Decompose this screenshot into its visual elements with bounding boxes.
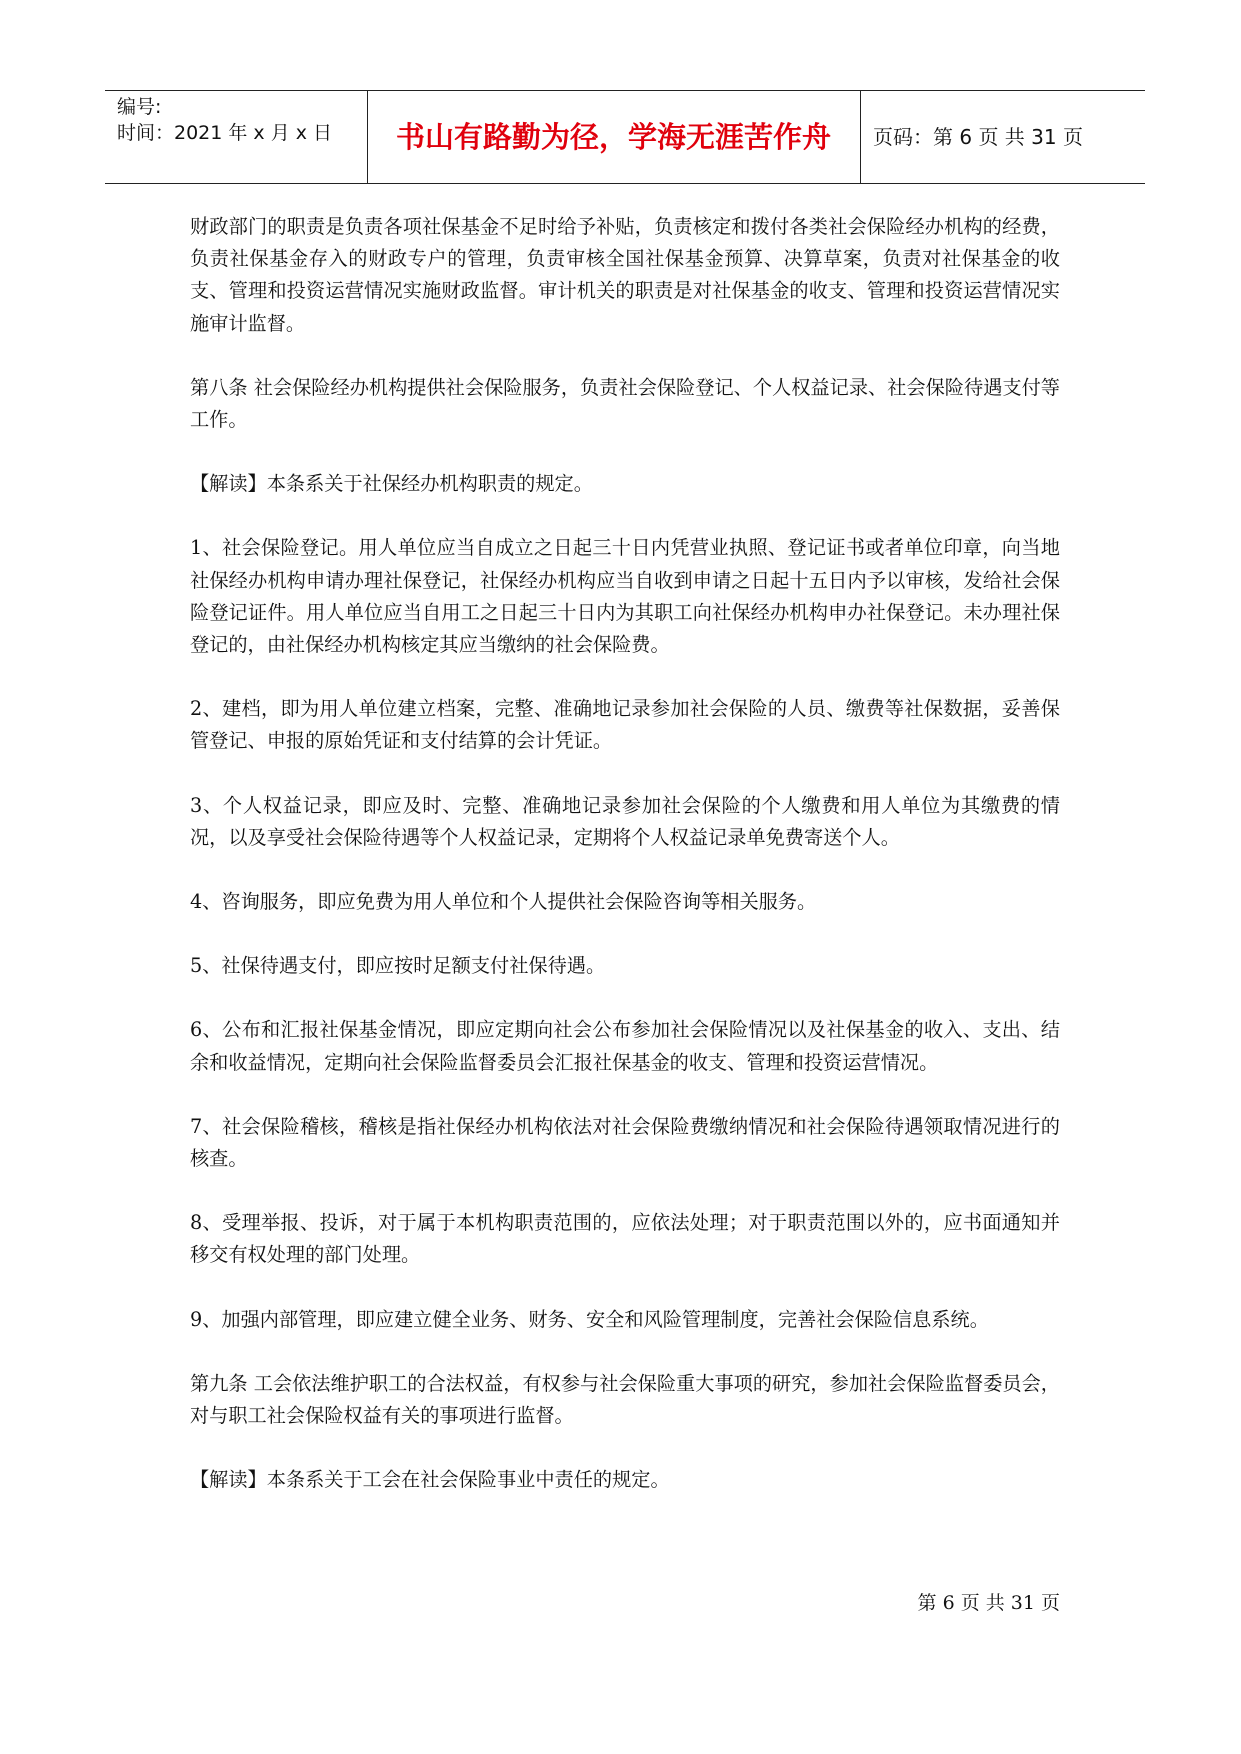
document-body [190,211,1060,1528]
header-motto: 书山有路勤为径，学海无涯苦作舟 [395,120,831,154]
paragraph: 第九条 工会依法维护职工的合法权益，有权参与社会保险重大事项的研究，参加社会保险监督委员会，对与职工社会保险权益有关的事项进行监督。 [190,1371,1060,1428]
document-number-label: 编号: [117,96,162,118]
page-footer-number: 第 6 页 共 31 页 [917,1592,1060,1614]
paragraph: 财政部门的职责是负责各项社保基金不足时给予补贴，负责核定和拨付各类社会保险经办机构的经费，负责社保基金存入的财政专户的管理，负责审核全国社保基金预算、决算草案，负责对社保基金的收支、管理和投资运营情况实施财政监督。审计机关的职责是对社保基金的收支、管理和投资运营情况实施审计监督。 [190,215,1060,335]
paragraph: 2、建档，即为用人单位建立档案，完整、准确地记录参加社会保险的人员、缴费等社保数据，妥善保管登记、申报的原始凭证和支付结算的会计凭证。 [190,697,1060,753]
paragraph: 3、个人权益记录，即应及时、完整、准确地记录参加社会保险的个人缴费和用人单位为其缴费的情况，以及享受社会保险待遇等个人权益记录，定期将个人权益记录单免费寄送个人。 [190,793,1060,849]
document-time-label: 时间：2021 年 x 月 x 日 [117,122,333,144]
page-header [105,90,1145,184]
paragraph: 【解读】本条系关于社保经办机构职责的规定。 [190,472,593,496]
paragraph: 6、公布和汇报社保基金情况，即应定期向社会公布参加社会保险情况以及社保基金的收入、支出、结余和收益情况，定期向社会保险监督委员会汇报社保基金的收支、管理和投资运营情况。 [190,1018,1060,1074]
paragraph: 7、社会保险稽核，稽核是指社保经办机构依法对社会保险费缴纳情况和社会保险待遇领取情况进行的核查。 [190,1114,1060,1171]
paragraph: 1、社会保险登记。用人单位应当自成立之日起三十日内凭营业执照、登记证书或者单位印章，向当地社保经办机构申请办理社保登记，社保经办机构应当自收到申请之日起十五日内予以审核，发给社会保险登记证件。用人单位应当自用工之日起三十日内为其职工向社保经办机构申办社保登记。未办理社保登记的，由社保经办机构核定其应当缴纳的社会保险费。 [190,536,1060,657]
paragraph: 8、受理举报、投诉，对于属于本机构职责范围的，应依法处理；对于职责范围以外的，应书面通知并移交有权处理的部门处理。 [190,1211,1060,1267]
header-divider [860,91,861,183]
paragraph: 【解读】本条系关于工会在社会保险事业中责任的规定。 [190,1468,670,1492]
header-page-code: 页码：第 6 页 共 31 页 [873,125,1083,149]
paragraph: 5、社保待遇支付，即应按时足额支付社保待遇。 [190,954,606,978]
paragraph: 9、加强内部管理，即应建立健全业务、财务、安全和风险管理制度，完善社会保险信息系统。 [190,1307,989,1331]
paragraph: 4、咨询服务，即应免费为用人单位和个人提供社会保险咨询等相关服务。 [190,890,817,914]
header-meta [105,91,367,183]
paragraph: 第八条 社会保险经办机构提供社会保险服务，负责社会保险登记、个人权益记录、社会保险待遇支付等工作。 [190,375,1060,432]
